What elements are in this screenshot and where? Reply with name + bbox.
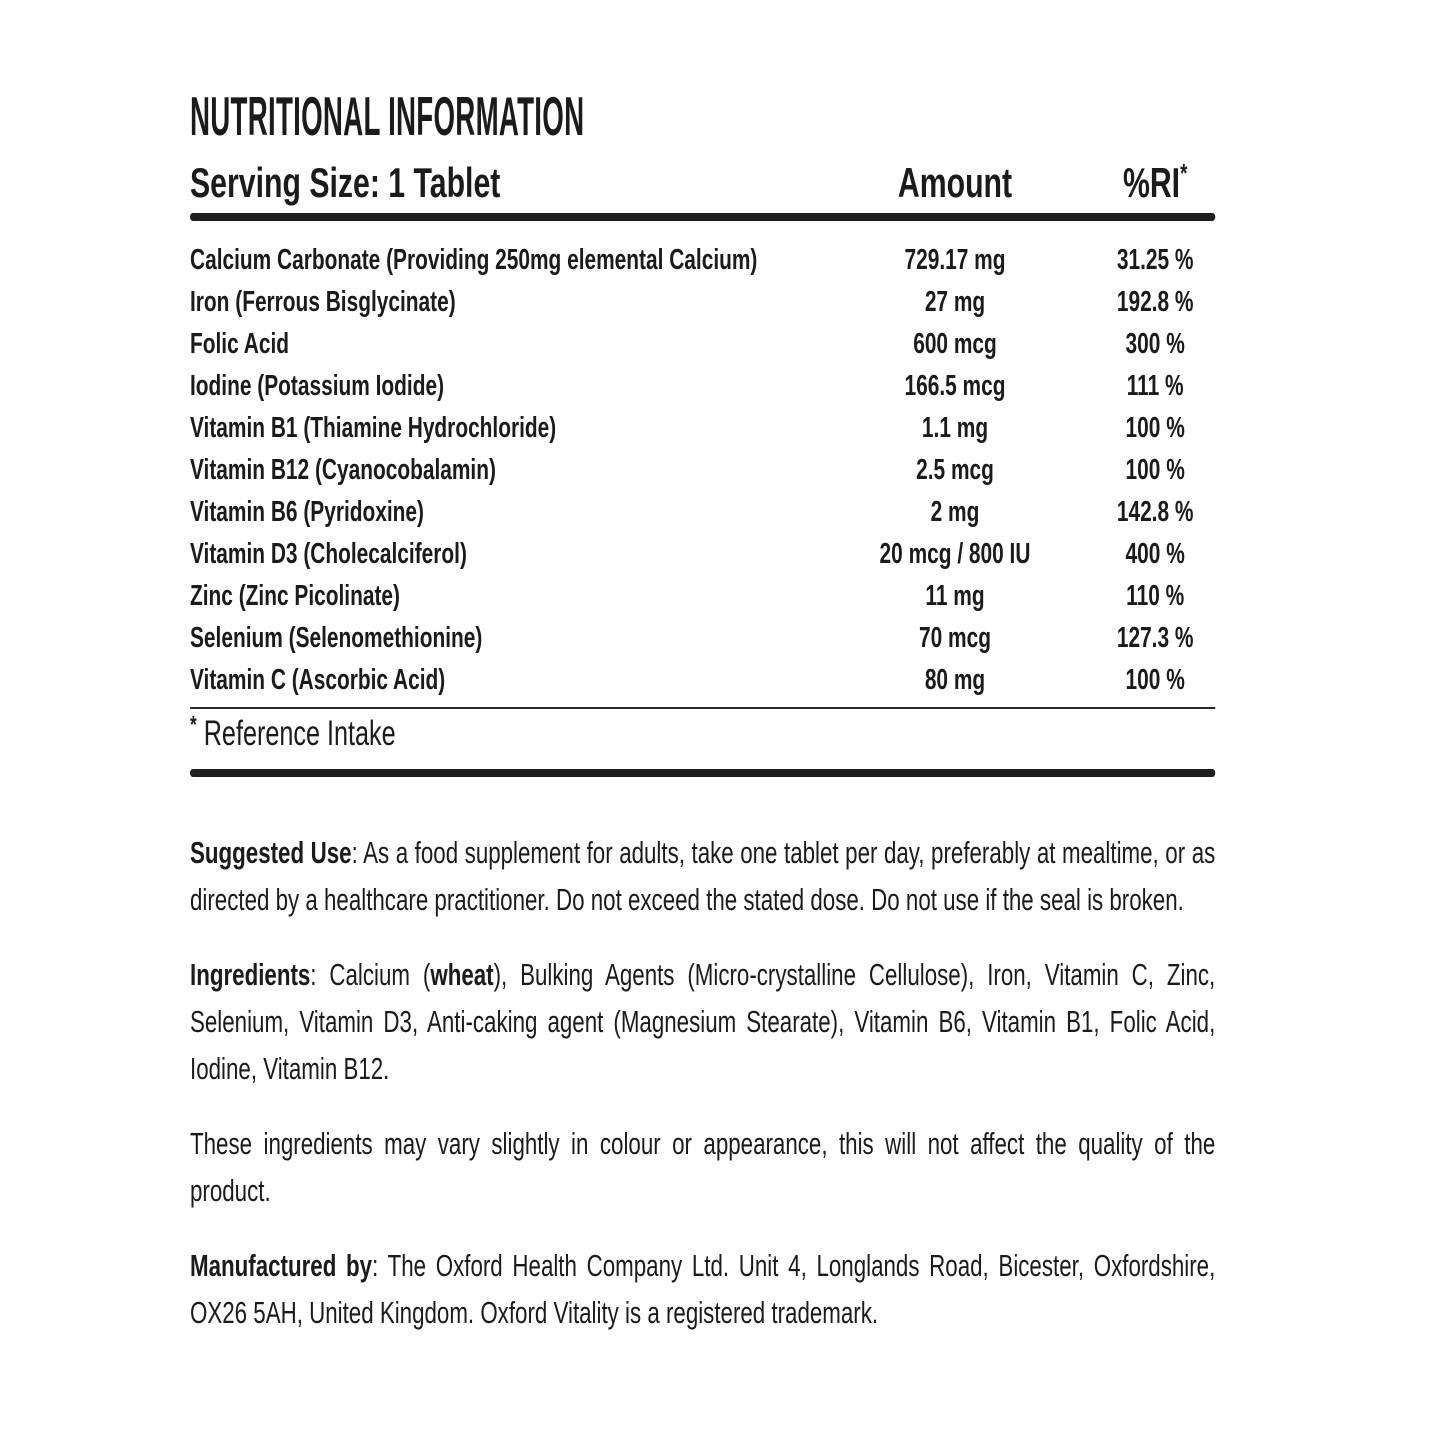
nutrient-ri-percent: 111 %: [1126, 370, 1184, 402]
suggested-use-paragraph: [190, 829, 1215, 923]
nutrient-ri-percent: 127.3 %: [1116, 622, 1194, 654]
nutrient-row: [190, 407, 1215, 449]
nutrient-amount: 11 mg: [925, 580, 985, 612]
ingredients-text-after-wheat: ), Bulking Agents (Micro-crystalline Cellulose), Iron, Vitamin C, Zinc, Selenium, Vitamin D3, Anti-caking agent (Magnesium Stearate), Vitamin B6, Vitamin B1, Folic Acid, Iodine, Vitamin B12.: [190, 957, 1216, 1086]
footnote-bottom-divider: [190, 769, 1215, 777]
nutrient-name: Vitamin B12 (Cyanocobalamin): [190, 454, 496, 486]
nutrient-ri-percent: 192.8 %: [1116, 286, 1194, 318]
table-header-row: [190, 158, 1215, 206]
nutrient-row: [190, 281, 1215, 323]
suggested-use-text: : As a food supplement for adults, take one tablet per day, preferably at mealtime, or as directed by a healthcare practitioner. Do not exceed the stated dose. Do not use if the seal is broken.: [190, 835, 1216, 917]
nutrient-name: Iodine (Potassium Iodide): [190, 370, 445, 402]
nutrient-table: [190, 239, 1215, 701]
nutrient-row: [190, 491, 1215, 533]
nutrient-amount: 70 mcg: [919, 622, 991, 654]
nutrient-name: Selenium (Selenomethionine): [190, 622, 483, 654]
nutrient-amount: 600 mcg: [913, 328, 997, 360]
nutrient-ri-percent: 142.8 %: [1116, 496, 1194, 528]
nutrient-row: [190, 323, 1215, 365]
nutrient-amount: 166.5 mcg: [904, 370, 1006, 402]
header-divider: [190, 213, 1215, 221]
nutrient-ri-percent: 100 %: [1125, 454, 1185, 486]
nutrient-row: [190, 617, 1215, 659]
nutrient-row: [190, 575, 1215, 617]
nutrient-amount: 2.5 mcg: [916, 454, 994, 486]
suggested-use-label: Suggested Use: [190, 835, 352, 870]
nutrient-name: Calcium Carbonate (Providing 250mg elemental Calcium): [190, 244, 758, 276]
nutrient-name: Zinc (Zinc Picolinate): [190, 580, 400, 612]
footnote-asterisk: *: [190, 711, 197, 739]
nutrient-name: Folic Acid: [190, 328, 289, 360]
page-title: [190, 85, 1215, 147]
nutrient-name: Vitamin B6 (Pyridoxine): [190, 496, 424, 528]
nutrient-name: Vitamin D3 (Cholecalciferol): [190, 538, 467, 570]
nutrient-name: Vitamin B1 (Thiamine Hydrochloride): [190, 412, 557, 444]
nutrient-name: Vitamin C (Ascorbic Acid): [190, 664, 446, 696]
ri-column-header: [1095, 158, 1215, 206]
nutrient-amount: 80 mg: [924, 664, 986, 696]
serving-size-label: Serving Size: 1 Tablet: [190, 159, 501, 206]
nutrient-amount: 20 mcg / 800 IU: [879, 538, 1031, 570]
nutrient-ri-percent: 400 %: [1125, 538, 1185, 570]
page-title-text: NUTRITIONAL INFORMATION: [190, 85, 585, 147]
label-content: [190, 85, 1216, 1336]
nutrient-row: [190, 239, 1215, 281]
variation-note-paragraph: These ingredients may vary slightly in colour or appearance, this will not affect the quality of the product.: [190, 1126, 1216, 1208]
ri-header-text: %RI: [1122, 159, 1181, 206]
ingredients-text-before-wheat: : Calcium (: [310, 957, 431, 992]
nutrient-amount: 1.1 mg: [921, 412, 989, 444]
nutrient-amount: 729.17 mg: [904, 244, 1006, 276]
nutrient-ri-percent: 31.25 %: [1116, 244, 1194, 276]
footnote-text: Reference Intake: [203, 714, 396, 753]
manufactured-by-text: : The Oxford Health Company Ltd. Unit 4, Longlands Road, Bicester, Oxfordshire, OX26 5AH, United Kingdom. Oxford Vitality is a registered trademark.: [190, 1248, 1216, 1330]
manufactured-by-paragraph: [190, 1242, 1215, 1336]
nutrient-ri-percent: 100 %: [1125, 664, 1185, 696]
ingredients-wheat-allergen: wheat: [430, 957, 494, 992]
nutrient-row: [190, 365, 1215, 407]
amount-column-header: Amount: [897, 159, 1013, 206]
nutrient-row: [190, 659, 1215, 701]
reference-intake-footnote: [190, 709, 1215, 759]
nutrient-row: [190, 449, 1215, 491]
nutrient-row: [190, 533, 1215, 575]
nutrient-ri-percent: 100 %: [1125, 412, 1185, 444]
nutrient-ri-percent: 110 %: [1126, 580, 1185, 612]
nutrient-amount: 2 mg: [930, 496, 980, 528]
nutrient-amount: 27 mg: [924, 286, 986, 318]
ingredients-label: Ingredients: [190, 957, 311, 992]
ri-header-asterisk: *: [1180, 158, 1188, 188]
ingredients-paragraph: [190, 951, 1215, 1092]
nutrient-ri-percent: 300 %: [1125, 328, 1185, 360]
manufactured-by-label: Manufactured by: [190, 1248, 373, 1283]
nutrient-name: Iron (Ferrous Bisglycinate): [190, 286, 456, 318]
